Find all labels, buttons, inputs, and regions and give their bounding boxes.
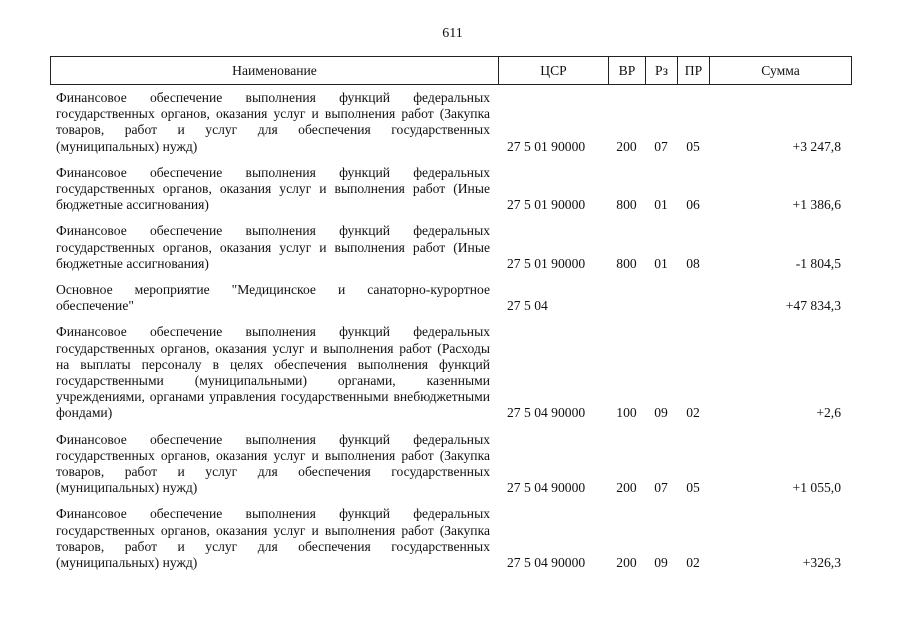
header-sum: Сумма (710, 57, 852, 85)
row-csr: 27 5 04 (507, 298, 548, 314)
row-csr: 27 5 04 90000 (507, 480, 586, 496)
header-rz: Рз (646, 57, 678, 85)
row-csr: 27 5 01 90000 (507, 197, 586, 213)
row-csr: 27 5 04 90000 (507, 555, 586, 571)
table-row (50, 223, 851, 282)
row-pr: 08 (686, 255, 700, 271)
row-rz: 09 (654, 555, 668, 571)
row-sum: +1 386,6 (792, 197, 841, 213)
row-vr: 200 (616, 480, 637, 496)
row-pr (677, 282, 709, 324)
row-vr: 200 (616, 555, 637, 571)
row-csr: 27 5 04 90000 (507, 405, 586, 421)
table-row (50, 165, 851, 224)
header-name: Наименование (51, 57, 499, 85)
table-row (50, 282, 851, 324)
table-row (50, 324, 851, 431)
row-pr: 05 (686, 480, 700, 496)
row-sum: +326,3 (802, 555, 841, 571)
row-sum: +2,6 (816, 405, 841, 421)
row-csr: 27 5 01 90000 (507, 138, 586, 154)
row-name: Основное мероприятие "Медицинское и санаторно-курортное обеспечение" (56, 282, 490, 314)
header-csr: ЦСР (499, 57, 609, 85)
row-vr (608, 282, 645, 324)
row-name: Финансовое обеспечение выполнения функций федеральных государственных органов, оказания услуг и выполнения работ (Иные бюджетные ассигнования) (56, 164, 490, 213)
table-rows (50, 90, 851, 581)
row-pr: 02 (686, 405, 700, 421)
row-rz: 07 (654, 480, 668, 496)
table-row (50, 506, 851, 581)
row-sum: +1 055,0 (792, 480, 841, 496)
row-name: Финансовое обеспечение выполнения функций федеральных государственных органов, оказания услуг и выполнения работ (Закупка товаров, работ и услуг для обеспечения государственных (муниципальных) нужд) (56, 90, 490, 154)
row-rz: 01 (654, 255, 668, 271)
row-vr: 200 (616, 138, 637, 154)
row-name: Финансовое обеспечение выполнения функций федеральных государственных органов, оказания услуг и выполнения работ (Иные бюджетные ассигнования) (56, 223, 490, 271)
budget-table-body (50, 90, 851, 581)
row-pr: 06 (686, 197, 700, 213)
table-row (50, 432, 851, 507)
row-sum: +47 834,3 (785, 298, 841, 314)
header-pr: ПР (678, 57, 710, 85)
page-number: 611 (442, 26, 463, 41)
row-name: Финансовое обеспечение выполнения функций федеральных государственных органов, оказания услуг и выполнения работ (Закупка товаров, работ и услуг для обеспечения государственных (муниципальных) нужд) (56, 431, 490, 496)
row-vr: 100 (616, 405, 637, 421)
table-row (50, 90, 851, 165)
table-header (50, 56, 852, 85)
row-pr: 02 (686, 555, 700, 571)
header-vr: ВР (609, 57, 646, 85)
row-vr: 800 (616, 197, 637, 213)
row-rz: 01 (654, 197, 668, 213)
row-pr: 05 (686, 138, 700, 154)
row-sum: +3 247,8 (792, 138, 841, 154)
row-csr: 27 5 01 90000 (507, 255, 586, 271)
row-rz: 07 (654, 138, 668, 154)
row-vr: 800 (616, 255, 637, 271)
row-rz (645, 282, 677, 324)
row-sum: -1 804,5 (795, 255, 841, 271)
row-rz: 09 (654, 405, 668, 421)
row-name: Финансовое обеспечение выполнения функций федеральных государственных органов, оказания услуг и выполнения работ (Расходы на выплаты персоналу в целях обеспечения выполнения функций государственными (муниципальными) органами, казенными учреждениями, органами управления государственными внебюджетными фондами) (56, 324, 490, 421)
row-name: Финансовое обеспечение выполнения функций федеральных государственных органов, оказания услуг и выполнения работ (Закупка товаров, работ и услуг для обеспечения государственных (муниципальных) нужд) (56, 506, 490, 571)
